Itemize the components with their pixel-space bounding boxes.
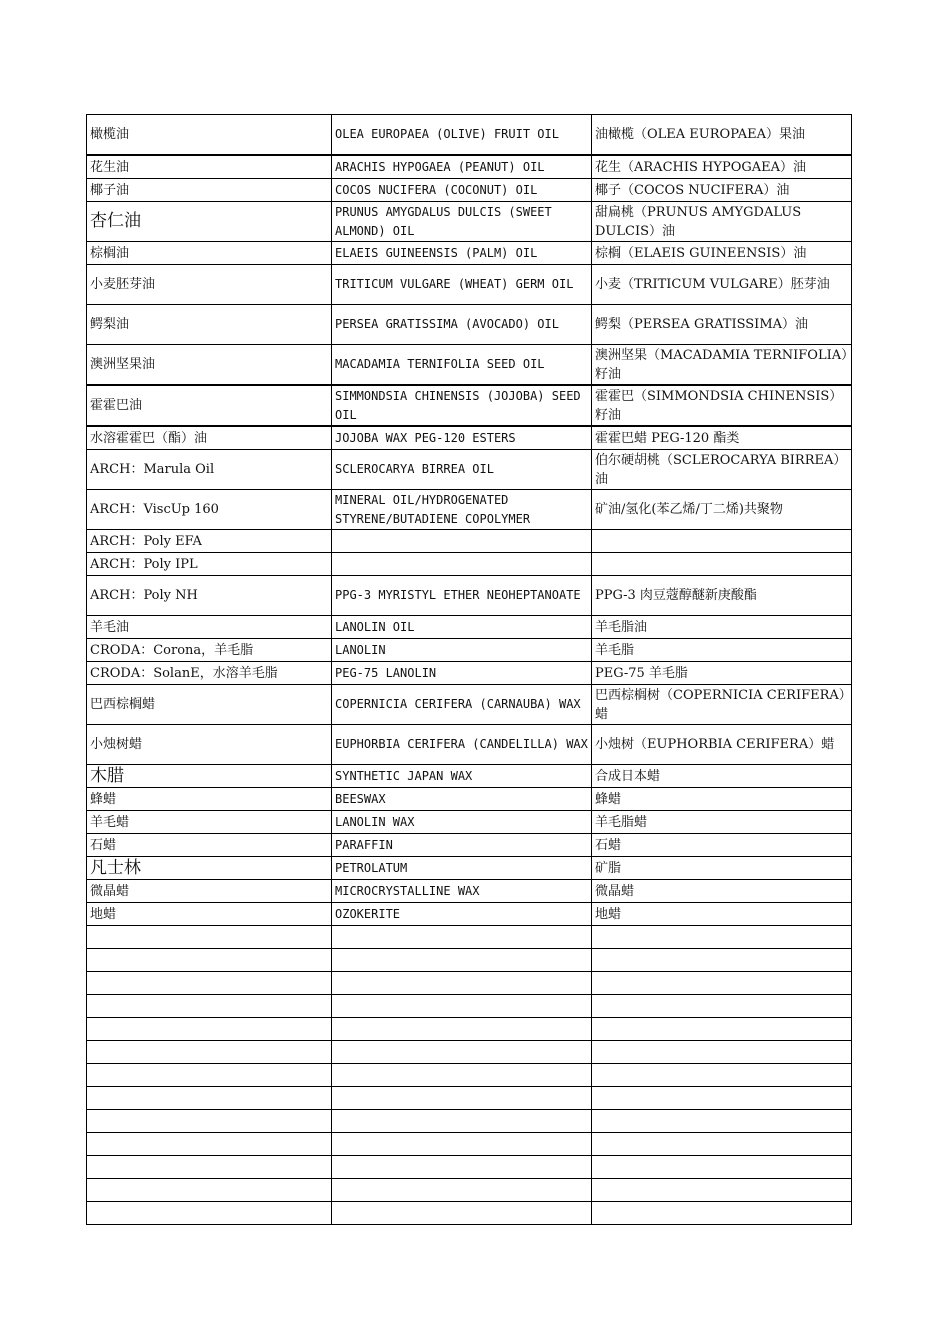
- cell-common-name: [87, 1202, 332, 1225]
- table-row: [87, 788, 852, 811]
- cell-common-name: ARCH：ViscUp 160: [87, 490, 332, 530]
- cell-inci-name: MICROCRYSTALLINE WAX: [332, 880, 592, 903]
- cell-chinese-inci-name: 伯尔硬胡桃（SCLEROCARYA BIRREA）油: [592, 450, 852, 490]
- cell-common-name: CRODA：SolanE，水溶羊毛脂: [87, 662, 332, 685]
- cell-inci-name: [332, 926, 592, 949]
- cell-common-name: 凡士林: [87, 857, 332, 880]
- cell-common-name: [87, 1018, 332, 1041]
- table-row: [87, 811, 852, 834]
- cell-chinese-inci-name: PPG-3 肉豆蔻醇醚新庚酸酯: [592, 576, 852, 616]
- cell-chinese-inci-name: [592, 1202, 852, 1225]
- cell-chinese-inci-name: 巴西棕榈树（COPERNICIA CERIFERA）蜡: [592, 685, 852, 725]
- cell-common-name: [87, 972, 332, 995]
- table-row: [87, 685, 852, 725]
- table-row: [87, 1087, 852, 1110]
- table-row: [87, 995, 852, 1018]
- table-row: [87, 1133, 852, 1156]
- cell-inci-name: PERSEA GRATISSIMA (AVOCADO) OIL: [332, 305, 592, 345]
- cell-chinese-inci-name: [592, 1064, 852, 1087]
- table-row: [87, 725, 852, 765]
- cell-inci-name: EUPHORBIA CERIFERA (CANDELILLA) WAX: [332, 725, 592, 765]
- cell-common-name: [87, 1064, 332, 1087]
- cell-chinese-inci-name: 油橄榄（OLEA EUROPAEA）果油: [592, 115, 852, 156]
- cell-chinese-inci-name: [592, 949, 852, 972]
- cell-chinese-inci-name: [592, 1018, 852, 1041]
- cell-chinese-inci-name: [592, 995, 852, 1018]
- cell-common-name: [87, 1041, 332, 1064]
- table-row: [87, 490, 852, 530]
- cell-inci-name: LANOLIN OIL: [332, 616, 592, 639]
- cell-common-name: [87, 995, 332, 1018]
- cell-inci-name: [332, 995, 592, 1018]
- cell-inci-name: [332, 1064, 592, 1087]
- table-row: [87, 345, 852, 386]
- cell-inci-name: [332, 1018, 592, 1041]
- cell-inci-name: [332, 1179, 592, 1202]
- cell-common-name: 木腊: [87, 765, 332, 788]
- table-row: [87, 1041, 852, 1064]
- cell-chinese-inci-name: 甜扁桃（PRUNUS AMYGDALUS DULCIS）油: [592, 202, 852, 242]
- cell-common-name: [87, 1179, 332, 1202]
- cell-inci-name: PRUNUS AMYGDALUS DULCIS (SWEET ALMOND) OIL: [332, 202, 592, 242]
- cell-chinese-inci-name: [592, 1041, 852, 1064]
- cell-chinese-inci-name: 椰子（COCOS NUCIFERA）油: [592, 179, 852, 202]
- cell-common-name: [87, 1087, 332, 1110]
- cell-common-name: 水溶霍霍巴（酯）油: [87, 426, 332, 450]
- cell-inci-name: SYNTHETIC JAPAN WAX: [332, 765, 592, 788]
- cell-chinese-inci-name: 霍霍巴（SIMMONDSIA CHINENSIS）籽油: [592, 385, 852, 426]
- cell-common-name: 微晶蜡: [87, 880, 332, 903]
- table-row: [87, 115, 852, 156]
- cell-common-name: [87, 926, 332, 949]
- cell-common-name: 蜂蜡: [87, 788, 332, 811]
- cell-common-name: 小麦胚芽油: [87, 265, 332, 305]
- cell-chinese-inci-name: [592, 926, 852, 949]
- table-row: [87, 662, 852, 685]
- table-row: [87, 265, 852, 305]
- cell-common-name: ARCH：Poly IPL: [87, 553, 332, 576]
- cell-chinese-inci-name: 小烛树（EUPHORBIA CERIFERA）蜡: [592, 725, 852, 765]
- cell-inci-name: OZOKERITE: [332, 903, 592, 926]
- cell-common-name: 棕榈油: [87, 242, 332, 265]
- table-row: [87, 1156, 852, 1179]
- cell-common-name: 霍霍巴油: [87, 385, 332, 426]
- cell-inci-name: [332, 949, 592, 972]
- cell-common-name: 羊毛蜡: [87, 811, 332, 834]
- cell-common-name: 鳄梨油: [87, 305, 332, 345]
- table-row: [87, 926, 852, 949]
- cell-chinese-inci-name: 羊毛脂蜡: [592, 811, 852, 834]
- cell-common-name: [87, 1133, 332, 1156]
- cell-inci-name: [332, 1133, 592, 1156]
- cell-inci-name: MINERAL OIL/HYDROGENATED STYRENE/BUTADIENE COPOLYMER: [332, 490, 592, 530]
- cell-inci-name: [332, 972, 592, 995]
- cell-chinese-inci-name: 合成日本蜡: [592, 765, 852, 788]
- cell-inci-name: LANOLIN: [332, 639, 592, 662]
- table-row: [87, 450, 852, 490]
- table-row: [87, 639, 852, 662]
- cell-chinese-inci-name: 微晶蜡: [592, 880, 852, 903]
- cell-common-name: 羊毛油: [87, 616, 332, 639]
- cell-inci-name: SCLEROCARYA BIRREA OIL: [332, 450, 592, 490]
- table-row: [87, 880, 852, 903]
- cell-chinese-inci-name: 羊毛脂: [592, 639, 852, 662]
- cell-chinese-inci-name: [592, 553, 852, 576]
- table-body: [87, 115, 852, 1225]
- cell-common-name: ARCH：Poly NH: [87, 576, 332, 616]
- table-row: [87, 1064, 852, 1087]
- table-row: [87, 202, 852, 242]
- table-row: [87, 553, 852, 576]
- cell-inci-name: [332, 1110, 592, 1133]
- cell-inci-name: PARAFFIN: [332, 834, 592, 857]
- cell-inci-name: SIMMONDSIA CHINENSIS (JOJOBA) SEED OIL: [332, 385, 592, 426]
- cell-common-name: 地蜡: [87, 903, 332, 926]
- table-row: [87, 949, 852, 972]
- cell-chinese-inci-name: [592, 1110, 852, 1133]
- cell-chinese-inci-name: 棕榈（ELAEIS GUINEENSIS）油: [592, 242, 852, 265]
- table-row: [87, 972, 852, 995]
- cell-common-name: 小烛树蜡: [87, 725, 332, 765]
- cell-chinese-inci-name: 鳄梨（PERSEA GRATISSIMA）油: [592, 305, 852, 345]
- table-row: [87, 385, 852, 426]
- cell-common-name: ARCH：Marula Oil: [87, 450, 332, 490]
- cell-inci-name: MACADAMIA TERNIFOLIA SEED OIL: [332, 345, 592, 386]
- cell-inci-name: COCOS NUCIFERA (COCONUT) OIL: [332, 179, 592, 202]
- cell-inci-name: [332, 553, 592, 576]
- cell-common-name: [87, 949, 332, 972]
- cell-common-name: 巴西棕榈蜡: [87, 685, 332, 725]
- table-row: [87, 903, 852, 926]
- cell-chinese-inci-name: 羊毛脂油: [592, 616, 852, 639]
- table-row: [87, 857, 852, 880]
- cell-inci-name: [332, 1087, 592, 1110]
- cell-chinese-inci-name: [592, 1179, 852, 1202]
- cell-common-name: [87, 1156, 332, 1179]
- table-row: [87, 1110, 852, 1133]
- cell-inci-name: [332, 530, 592, 553]
- cell-inci-name: TRITICUM VULGARE (WHEAT) GERM OIL: [332, 265, 592, 305]
- table-row: [87, 1202, 852, 1225]
- table-row: [87, 1179, 852, 1202]
- cell-chinese-inci-name: 矿油/氢化(苯乙烯/丁二烯)共聚物: [592, 490, 852, 530]
- cell-inci-name: [332, 1041, 592, 1064]
- cell-chinese-inci-name: 地蜡: [592, 903, 852, 926]
- cell-inci-name: JOJOBA WAX PEG-120 ESTERS: [332, 426, 592, 450]
- cell-chinese-inci-name: 石蜡: [592, 834, 852, 857]
- table-row: [87, 1018, 852, 1041]
- cell-inci-name: PEG-75 LANOLIN: [332, 662, 592, 685]
- cell-chinese-inci-name: 霍霍巴蜡 PEG-120 酯类: [592, 426, 852, 450]
- cell-inci-name: PETROLATUM: [332, 857, 592, 880]
- cell-chinese-inci-name: 蜂蜡: [592, 788, 852, 811]
- cell-chinese-inci-name: [592, 972, 852, 995]
- cell-chinese-inci-name: 花生（ARACHIS HYPOGAEA）油: [592, 155, 852, 179]
- table-row: [87, 179, 852, 202]
- table-row: [87, 155, 852, 179]
- cell-inci-name: COPERNICIA CERIFERA (CARNAUBA) WAX: [332, 685, 592, 725]
- table-row: [87, 834, 852, 857]
- cell-common-name: 杏仁油: [87, 202, 332, 242]
- table-row: [87, 242, 852, 265]
- cell-chinese-inci-name: [592, 1087, 852, 1110]
- cell-common-name: [87, 1110, 332, 1133]
- cell-inci-name: LANOLIN WAX: [332, 811, 592, 834]
- cell-inci-name: ARACHIS HYPOGAEA (PEANUT) OIL: [332, 155, 592, 179]
- table-row: [87, 576, 852, 616]
- cell-chinese-inci-name: [592, 530, 852, 553]
- cell-inci-name: [332, 1156, 592, 1179]
- table-row: [87, 616, 852, 639]
- ingredient-table: [86, 114, 852, 1225]
- cell-common-name: 花生油: [87, 155, 332, 179]
- cell-chinese-inci-name: 小麦（TRITICUM VULGARE）胚芽油: [592, 265, 852, 305]
- cell-chinese-inci-name: [592, 1156, 852, 1179]
- cell-common-name: ARCH：Poly EFA: [87, 530, 332, 553]
- cell-chinese-inci-name: [592, 1133, 852, 1156]
- cell-common-name: CRODA：Corona，羊毛脂: [87, 639, 332, 662]
- cell-inci-name: [332, 1202, 592, 1225]
- cell-chinese-inci-name: PEG-75 羊毛脂: [592, 662, 852, 685]
- cell-common-name: 橄榄油: [87, 115, 332, 156]
- cell-chinese-inci-name: 澳洲坚果（MACADAMIA TERNIFOLIA）籽油: [592, 345, 852, 386]
- cell-inci-name: PPG-3 MYRISTYL ETHER NEOHEPTANOATE: [332, 576, 592, 616]
- cell-inci-name: OLEA EUROPAEA (OLIVE) FRUIT OIL: [332, 115, 592, 156]
- cell-inci-name: ELAEIS GUINEENSIS (PALM) OIL: [332, 242, 592, 265]
- cell-common-name: 澳洲坚果油: [87, 345, 332, 386]
- table-row: [87, 305, 852, 345]
- cell-common-name: 椰子油: [87, 179, 332, 202]
- cell-inci-name: BEESWAX: [332, 788, 592, 811]
- cell-common-name: 石蜡: [87, 834, 332, 857]
- table-row: [87, 426, 852, 450]
- table-row: [87, 530, 852, 553]
- cell-chinese-inci-name: 矿脂: [592, 857, 852, 880]
- table-row: [87, 765, 852, 788]
